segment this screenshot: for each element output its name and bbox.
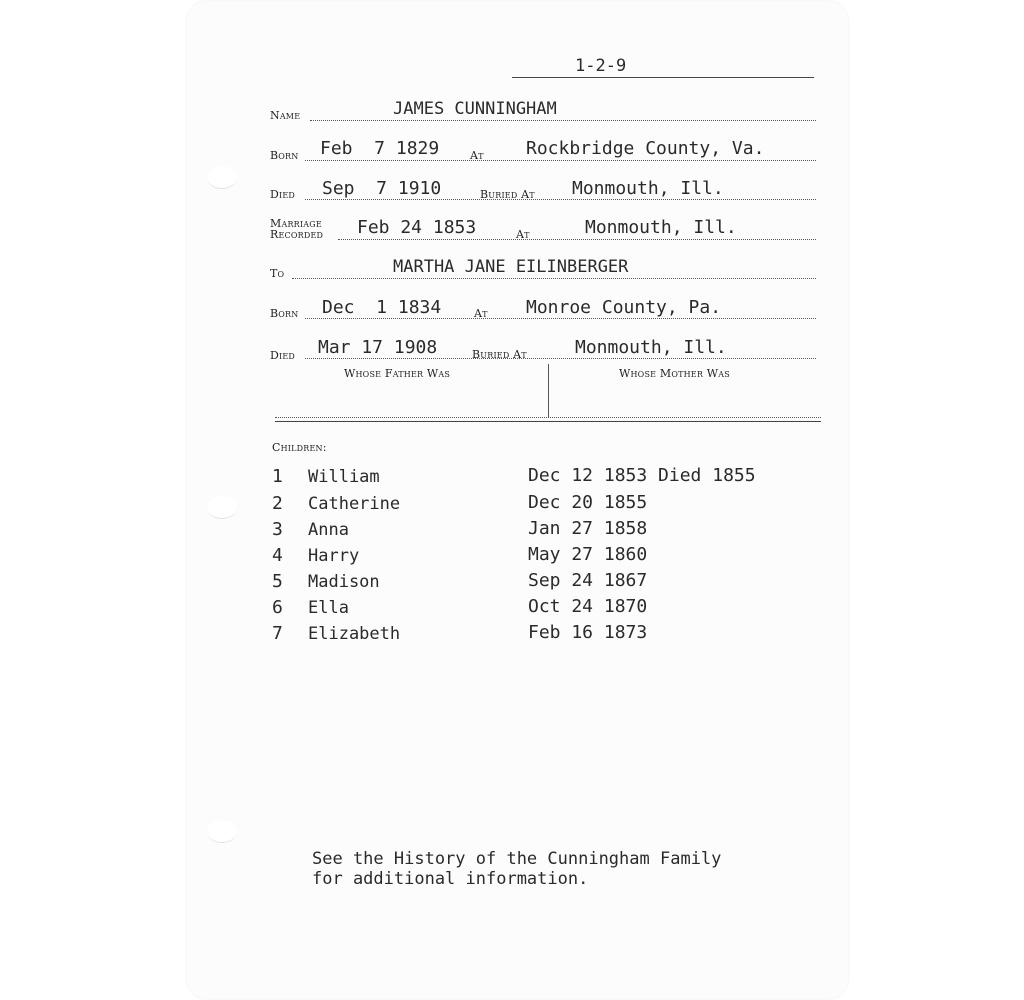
child-birth-date: Dec 12 1853 Died 1855 [528, 465, 756, 486]
person-born-date: Feb 7 1829 [320, 138, 440, 159]
spouse-born-date: Dec 1 1834 [322, 297, 442, 318]
buried-at-label: Buried At [480, 188, 535, 201]
file-number: 1-2-9 [575, 56, 627, 76]
born-label: Born [270, 149, 299, 162]
marriage-at-label: At [516, 228, 530, 241]
child-birth-date: Oct 24 1870 [528, 596, 648, 617]
spouse-died-label: Died [270, 349, 296, 362]
child-name: Ella [308, 598, 349, 618]
punch-hole [207, 496, 237, 519]
person-died-date: Sep 7 1910 [322, 178, 442, 199]
child-number: 7 [272, 623, 283, 644]
whose-mother-label: Whose Mother Was [619, 367, 730, 380]
spouse-name: MARTHA JANE EILINBERGER [393, 257, 629, 277]
name-line [310, 120, 816, 121]
punch-hole [207, 820, 237, 843]
child-name: Anna [308, 520, 349, 540]
spouse-died-date: Mar 17 1908 [318, 337, 438, 358]
child-number: 4 [272, 545, 283, 566]
spouse-buried-place: Monmouth, Ill. [575, 337, 727, 358]
note-line-2: for additional information. [312, 869, 589, 889]
parents-line-top [275, 417, 821, 418]
born-line [305, 160, 816, 161]
file-number-rule [512, 77, 814, 78]
person-buried-place: Monmouth, Ill. [572, 178, 724, 199]
child-name: Madison [308, 572, 380, 592]
note-line-1: See the History of the Cunningham Family [312, 849, 722, 869]
child-number: 5 [272, 571, 283, 592]
child-name: Harry [308, 546, 360, 566]
spouse-buried-at-label: Buried At [472, 348, 527, 361]
parents-divider [548, 364, 549, 418]
to-line [292, 278, 816, 279]
spouse-born-line [305, 318, 816, 319]
person-name: JAMES CUNNINGHAM [393, 99, 557, 119]
whose-father-label: Whose Father Was [344, 367, 451, 380]
punch-hole [207, 166, 237, 189]
child-name: William [308, 467, 380, 487]
marriage-place: Monmouth, Ill. [585, 217, 737, 238]
child-birth-date: May 27 1860 [528, 544, 648, 565]
child-birth-date: Jan 27 1858 [528, 518, 648, 539]
child-birth-date: Dec 20 1855 [528, 492, 648, 513]
marriage-line [338, 239, 816, 240]
children-label: Children: [272, 441, 327, 454]
marriage-date: Feb 24 1853 [357, 217, 477, 238]
child-name: Elizabeth [308, 624, 401, 644]
child-name: Catherine [308, 494, 401, 514]
died-label: Died [270, 188, 296, 201]
recorded-label: Recorded [270, 228, 324, 241]
person-born-place: Rockbridge County, Va. [526, 138, 765, 159]
child-number: 1 [272, 466, 283, 487]
born-at-label: At [470, 149, 484, 162]
spouse-died-line [305, 358, 816, 359]
parents-line-bottom [275, 421, 821, 422]
child-number: 6 [272, 597, 283, 618]
spouse-born-at-label: At [474, 307, 488, 320]
to-label: To [270, 267, 285, 280]
child-number: 2 [272, 493, 283, 514]
spouse-born-label: Born [270, 307, 299, 320]
child-birth-date: Feb 16 1873 [528, 622, 648, 643]
marriage-label: Marriage [270, 217, 322, 230]
child-birth-date: Sep 24 1867 [528, 570, 648, 591]
child-number: 3 [272, 519, 283, 540]
name-label: Name [270, 109, 301, 122]
died-line [305, 199, 816, 200]
spouse-born-place: Monroe County, Pa. [526, 297, 722, 318]
